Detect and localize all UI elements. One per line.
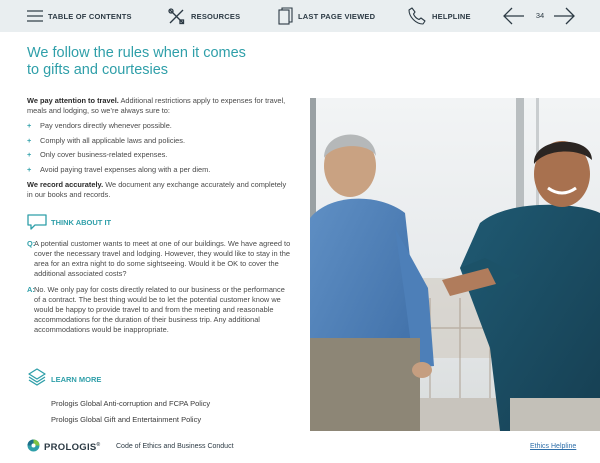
travel-bullet-list xyxy=(27,121,292,175)
learn-more-header xyxy=(27,367,292,392)
resources-label: RESOURCES xyxy=(191,11,241,21)
last-page-viewed-label: LAST PAGE VIEWED xyxy=(298,11,376,21)
learn-more-section xyxy=(27,367,292,424)
last-page-viewed-button[interactable] xyxy=(278,0,375,32)
answer-text: No. We only pay for costs directly related to our business or the performance of a contract. The best thing would be to let the potential customer know we would be happy to provide travel to and from the meeting and reasonable accommodations for the duration of their business trip. Any additional accommodations would be inappropriate. xyxy=(34,284,285,334)
answer-tag: A: xyxy=(27,284,35,294)
page-title xyxy=(27,45,287,79)
page-title-line1: We follow the rules when it comes xyxy=(27,45,246,61)
helpline-label: HELPLINE xyxy=(432,11,471,21)
travel-text: Additional restrictions apply to expenses for travel, meals and lodging, so we’re always sure to: xyxy=(27,96,286,115)
prologis-logo-icon xyxy=(27,439,40,457)
document-icon xyxy=(278,7,293,25)
question-tag: Q: xyxy=(27,238,36,248)
list-item: + Avoid paying travel expenses along with a per diem. xyxy=(27,164,211,174)
gift-entertainment-policy-link[interactable]: Prologis Global Gift and Entertainment Policy xyxy=(51,415,202,424)
arrow-right-icon xyxy=(553,13,575,30)
question-paragraph xyxy=(27,239,292,279)
page-title-line2: to gifts and courtesies xyxy=(27,62,169,78)
table-of-contents-button[interactable] xyxy=(27,0,132,32)
resources-button[interactable] xyxy=(168,0,240,32)
prologis-wordmark: PROLOGIS® xyxy=(44,442,101,454)
think-about-it-heading: THINK ABOUT IT xyxy=(51,218,112,227)
menu-icon xyxy=(27,10,43,22)
footer-document-title: Code of Ethics and Business Conduct xyxy=(116,443,234,450)
travel-lead: We pay attention to travel. xyxy=(27,96,119,105)
ethics-helpline-link[interactable]: Ethics Helpline xyxy=(530,443,577,450)
list-item: + Pay vendors directly whenever possible. xyxy=(27,121,172,130)
main-content xyxy=(27,96,292,341)
record-paragraph xyxy=(27,180,292,200)
answer-paragraph xyxy=(27,285,292,335)
office-conversation-photo xyxy=(310,98,600,431)
learn-more-heading: LEARN MORE xyxy=(51,375,102,384)
arrow-left-icon xyxy=(503,13,525,30)
layers-icon xyxy=(27,367,47,392)
anti-corruption-policy-link[interactable]: Prologis Global Anti-corruption and FCPA Policy xyxy=(51,399,211,408)
page-number: 34 xyxy=(535,11,545,20)
tools-icon xyxy=(168,8,185,25)
table-of-contents-label: TABLE OF CONTENTS xyxy=(48,11,132,21)
travel-paragraph xyxy=(27,96,292,116)
list-item: + Only cover business-related expenses. xyxy=(27,150,168,159)
top-nav-bar xyxy=(0,0,600,32)
phone-icon xyxy=(408,7,426,25)
list-item: + Comply with all applicable laws and policies. xyxy=(27,135,186,145)
speech-bubble-icon xyxy=(27,214,47,233)
helpline-button[interactable] xyxy=(408,0,471,32)
record-text: We document any exchange accurately and completely in our books and records. xyxy=(27,179,287,199)
prologis-logo xyxy=(27,439,101,457)
previous-page-button[interactable] xyxy=(503,6,525,26)
question-text: A potential customer wants to meet at one of our buildings. We have agreed to cover the necessary travel and lodging. However, they would like to stay in the area for an extra night to do some sightseeing. Would it be OK to cover the additional associated costs? xyxy=(34,238,291,278)
next-page-button[interactable] xyxy=(553,6,575,26)
record-lead: We record accurately. xyxy=(27,179,104,189)
think-about-it-header xyxy=(27,214,292,233)
